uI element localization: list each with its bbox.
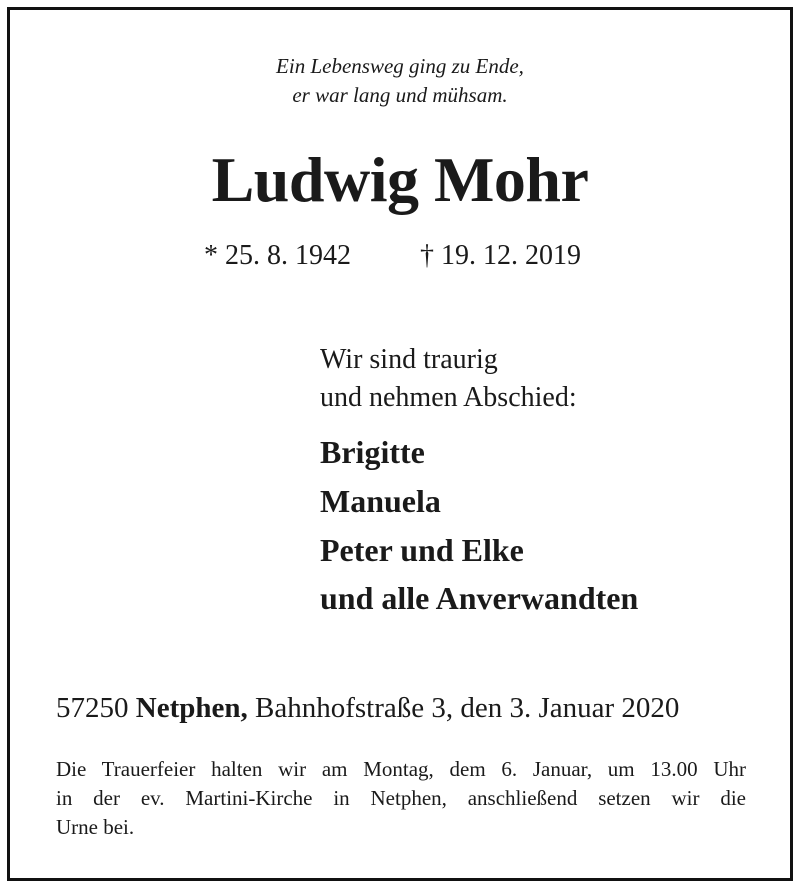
address-line: [56, 688, 679, 728]
mourner-name: Brigitte: [320, 434, 425, 470]
mourner-name: und alle Anverwandten: [320, 580, 639, 616]
death-date: † 19. 12. 2019: [420, 240, 581, 271]
deceased-name: Ludwig Mohr: [211, 144, 589, 215]
notice-line-1: Die Trauerfeier halten wir am Montag, dem 6. Januar, um 13.00 Uhr: [56, 757, 746, 781]
mourners-intro-line-2: und nehmen Abschied:: [320, 382, 577, 413]
address-city: Netphen,: [135, 692, 248, 724]
mourner-name: Peter und Elke: [320, 532, 524, 568]
mourners-intro-line-1: Wir sind traurig: [320, 344, 498, 375]
funeral-notice: [56, 755, 746, 842]
motto-line-2: er war lang und mühsam.: [292, 83, 508, 107]
motto-line-1: Ein Lebensweg ging zu Ende,: [276, 54, 524, 78]
address-zip: 57250: [56, 692, 129, 724]
notice-line-2: in der ev. Martini-Kirche in Netphen, anschließend setzen wir die: [56, 786, 746, 810]
notice-line-3: Urne bei.: [56, 815, 135, 839]
birth-date: * 25. 8. 1942: [204, 240, 351, 271]
address-street-date: Bahnhofstraße 3, den 3. Januar 2020: [254, 692, 680, 724]
mourner-name: Manuela: [320, 483, 441, 519]
